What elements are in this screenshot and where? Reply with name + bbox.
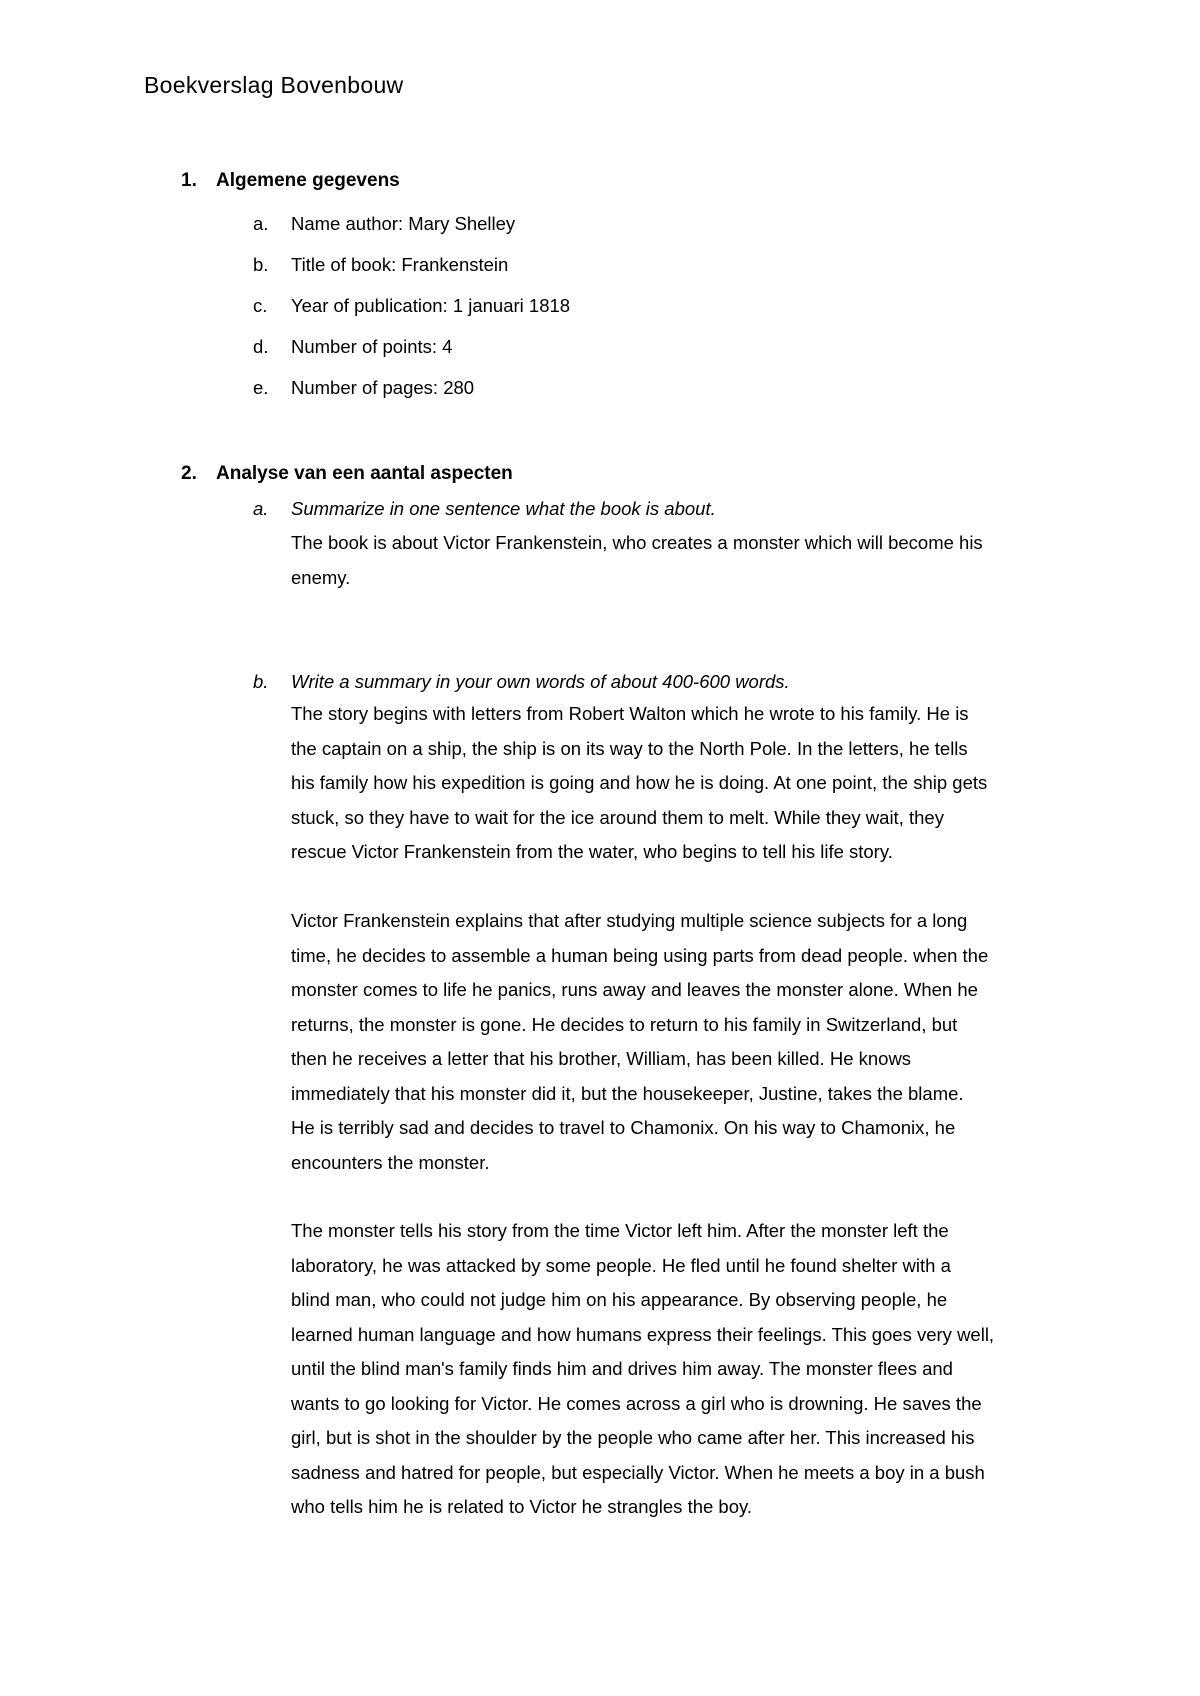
summary-line: The story begins with letters from Robert Walton which he wrote to his family. He is	[291, 703, 969, 724]
list-item-points	[253, 334, 452, 360]
summary-line: Victor Frankenstein explains that after studying multiple science subjects for a long	[291, 910, 968, 931]
list-item-text: Year of publication: 1 januari 1818	[291, 295, 571, 316]
question-text: Summarize in one sentence what the book is about.	[291, 498, 716, 519]
summary-line: monster comes to life he panics, runs away and leaves the monster alone. When he	[291, 979, 978, 1000]
question-b	[253, 669, 790, 695]
answer-line: The book is about Victor Frankenstein, who creates a monster which will become his	[291, 532, 983, 553]
question-a	[253, 496, 716, 522]
list-item-author	[253, 211, 515, 237]
summary-line: encounters the monster.	[291, 1151, 490, 1173]
summary-line: He is terribly sad and decides to travel to Chamonix. On his way to Chamonix, he	[291, 1117, 956, 1138]
summary-paragraph-3	[291, 1214, 1071, 1525]
section-number: 2.	[181, 463, 197, 484]
summary-line: time, he decides to assemble a human being using parts from dead people. when the	[291, 944, 989, 966]
summary-line: the captain on a ship, the ship is on its way to the North Pole. In the letters, he tells	[291, 737, 968, 759]
summary-line: blind man, who could not judge him on his appearance. By observing people, he	[291, 1289, 948, 1310]
summary-line: laboratory, he was attacked by some people. He fled until he found shelter with a	[291, 1254, 951, 1276]
list-item-text: Number of pages: 280	[291, 377, 475, 398]
list-marker: e.	[253, 377, 269, 398]
summary-line: his family how his expedition is going and how he is doing. At one point, the ship gets	[291, 772, 988, 793]
section-title: Algemene gegevens	[216, 170, 400, 191]
summary-line: sadness and hatred for people, but especially Victor. When he meets a boy in a bush	[291, 1461, 985, 1483]
summary-line: who tells him he is related to Victor he strangles the boy.	[291, 1496, 753, 1517]
answer-a	[291, 526, 1071, 595]
question-text: Write a summary in your own words of about 400-600 words.	[291, 671, 790, 692]
summary-line: learned human language and how humans express their feelings. This goes very well,	[291, 1323, 995, 1345]
list-item-pages	[253, 375, 474, 401]
section-number: 1.	[181, 170, 197, 191]
list-item-text: Number of points: 4	[291, 336, 453, 357]
list-marker: a.	[253, 498, 269, 519]
list-marker: b.	[253, 671, 269, 692]
document-title: Boekverslag Bovenbouw	[144, 72, 404, 98]
list-item-year	[253, 293, 570, 319]
summary-line: The monster tells his story from the time Victor left him. After the monster left the	[291, 1220, 949, 1241]
answer-line: enemy.	[291, 566, 351, 588]
list-marker: d.	[253, 336, 269, 357]
summary-line: rescue Victor Frankenstein from the water, who begins to tell his life story.	[291, 841, 893, 862]
section-heading-general	[181, 170, 400, 192]
list-item-text: Title of book: Frankenstein	[291, 254, 509, 275]
section-heading-analysis	[181, 463, 513, 485]
summary-line: stuck, so they have to wait for the ice around them to melt. While they wait, they	[291, 806, 944, 828]
summary-line: immediately that his monster did it, but the housekeeper, Justine, takes the blame.	[291, 1082, 964, 1104]
summary-line: returns, the monster is gone. He decides to return to his family in Switzerland, but	[291, 1013, 958, 1035]
list-marker: b.	[253, 254, 269, 275]
list-marker: a.	[253, 213, 269, 234]
summary-paragraph-2	[291, 904, 1071, 1180]
list-marker: c.	[253, 295, 268, 316]
summary-line: until the blind man's family finds him and drives him away. The monster flees and	[291, 1358, 953, 1379]
summary-line: then he receives a letter that his brother, William, has been killed. He knows	[291, 1048, 912, 1069]
section-title: Analyse van een aantal aspecten	[216, 463, 513, 484]
summary-line: wants to go looking for Victor. He comes across a girl who is drowning. He saves the	[291, 1392, 982, 1414]
list-item-text: Name author: Mary Shelley	[291, 213, 516, 234]
summary-paragraph-1	[291, 697, 1071, 870]
summary-line: girl, but is shot in the shoulder by the people who came after her. This increased his	[291, 1427, 975, 1448]
list-item-title	[253, 252, 508, 278]
